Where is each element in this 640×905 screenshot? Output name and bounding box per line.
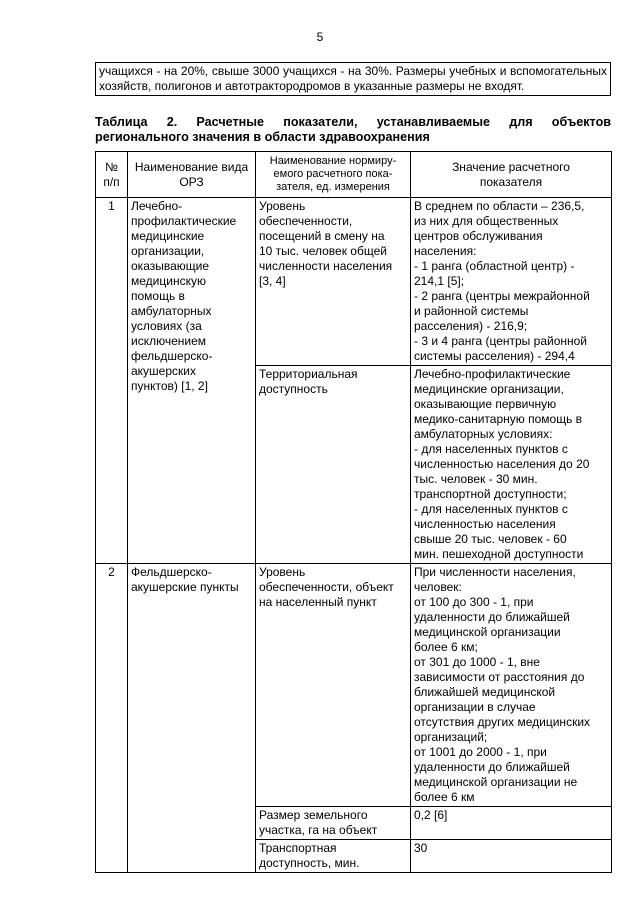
indicator-name-line: доступность, мин. — [259, 856, 360, 870]
indicator-value — [411, 366, 612, 564]
facility-type-line: организации, — [131, 244, 205, 258]
indicator-name-line: обеспеченности, — [259, 214, 353, 228]
header-param-line: Наименование нормиру- — [269, 155, 397, 167]
indicator-value — [411, 198, 612, 366]
indicator-value-line: медицинские организации, — [414, 382, 564, 396]
indicator-name — [256, 366, 411, 564]
facility-type — [128, 198, 256, 564]
indicator-name — [256, 198, 411, 366]
facility-type-line: медицинские — [131, 229, 205, 243]
indicator-value-line: амбулаторных условиях: — [414, 427, 553, 441]
facility-type-line: Лечебно- — [131, 199, 183, 213]
facility-type-line: оказывающие — [131, 259, 210, 273]
indicator-value-line: от 100 до 300 - 1, при — [414, 595, 534, 609]
row-number: 1 — [96, 198, 128, 564]
indicator-value-line: - 1 ранга (областной центр) - — [414, 259, 575, 273]
indicator-name-line: Транспортная — [259, 841, 337, 855]
indicator-value-line: более 6 км; — [414, 640, 478, 654]
indicator-value-line: и районной системы — [414, 304, 529, 318]
indicator-name-line: Уровень — [259, 565, 306, 579]
facility-type-line: акушерских — [131, 364, 196, 378]
indicator-value-line: численностью населения — [414, 517, 556, 531]
indicator-value-line: ближайшей медицинской — [414, 685, 556, 699]
indicator-value-line: тыс. человек - 30 мин. — [414, 472, 538, 486]
indicator-value-line: - 3 и 4 ранга (центры районной — [414, 334, 587, 348]
facility-type-line: условиях (за — [131, 319, 202, 333]
indicator-name-line: посещений в смену на — [259, 229, 385, 243]
indicator-value-line: зависимости от расстояния до — [414, 670, 585, 684]
indicator-value-line: мин. пешеходной доступности — [414, 547, 584, 561]
facility-type-line: пунктов) [1, 2] — [131, 379, 208, 393]
indicator-name — [256, 564, 411, 807]
header-value-line: Значение расчетного — [452, 159, 570, 174]
indicator-name-line: Территориальная — [259, 367, 358, 381]
indicator-value-line: организаций; — [414, 730, 488, 744]
indicator-value-line: человек: — [414, 580, 462, 594]
indicator-name — [256, 807, 411, 840]
indicator-value-line: При численности населения, — [414, 565, 576, 579]
facility-type-line: помощь в — [131, 289, 185, 303]
indicator-value — [411, 564, 612, 807]
header-num-line: п/п — [103, 174, 120, 189]
table-row — [96, 564, 612, 807]
indicator-name-line: [3, 4] — [259, 274, 286, 288]
header-param-line: зателя, ед. измерения — [276, 181, 390, 193]
indicator-value — [411, 807, 612, 840]
table-caption: Таблица 2. Расчетные показатели, устанавливаемые для объектов регионального значения в области здравоохранения — [95, 115, 611, 144]
indicator-value-line: медико-санитарную помощь в — [414, 412, 583, 426]
indicator-name-line: участка, га на объект — [259, 823, 378, 837]
facility-type — [128, 564, 256, 873]
indicator-value-line: удаленности до ближайшей — [414, 610, 570, 624]
header-param-line: емого расчетного пока- — [273, 168, 393, 180]
indicator-value-line: более 6 км — [414, 790, 475, 804]
indicator-value-line: от 1001 до 2000 - 1, при — [414, 745, 547, 759]
header-num-line: № — [105, 159, 118, 174]
indicator-value-line: центров обслуживания — [414, 229, 543, 243]
indicator-value-line: Лечебно-профилактические — [414, 367, 571, 381]
indicator-value-line: 214,1 [5]; — [414, 274, 465, 288]
page-number: 5 — [316, 30, 324, 44]
continued-paragraph: учащихся - на 20%, свыше 3000 учащихся - на 30%. Размеры учебных и вспомогательных хозяйств, полигонов и автотрактородромов в указанные размеры не входят. — [95, 62, 611, 96]
indicator-value-line: из них для общественных — [414, 214, 559, 228]
indicator-value-line: системы расселения) - 294,4 — [414, 349, 575, 363]
facility-type-line: профилактические — [131, 214, 237, 228]
indicator-value-line: медицинской организации — [414, 625, 561, 639]
indicator-value-line: - для населенных пунктов с — [414, 442, 568, 456]
indicator-value-line: В среднем по области – 236,5, — [414, 199, 585, 213]
indicator-value-line: медицинской организации не — [414, 775, 578, 789]
facility-type-line: медицинскую — [131, 274, 206, 288]
indicator-value — [411, 840, 612, 873]
indicator-name-line: доступность — [259, 382, 328, 396]
indicator-name-line: Уровень — [259, 199, 306, 213]
indicator-value-line: населения: — [414, 244, 477, 258]
row-number: 2 — [96, 564, 128, 873]
header-name-line: ОРЗ — [179, 174, 204, 189]
facility-type-line: акушерские пункты — [131, 580, 239, 594]
header-value — [411, 152, 612, 198]
indicator-value-line: - 2 ранга (центры межрайонной — [414, 289, 590, 303]
indicator-value-line: 0,2 [6] — [414, 808, 448, 822]
indicator-name-line: Размер земельного — [259, 808, 368, 822]
indicator-name-line: на населенный пункт — [259, 595, 377, 609]
header-name-line: Наименование вида — [134, 159, 249, 174]
indicator-name-line: обеспеченности, объект — [259, 580, 394, 594]
indicator-value-line: 30 — [414, 841, 428, 855]
indicator-name-line: 10 тыс. человек общей — [259, 244, 387, 258]
facility-type-line: амбулаторных — [131, 304, 212, 318]
header-value-line: показателя — [479, 174, 543, 189]
indicator-name — [256, 840, 411, 873]
facility-type-line: фельдшерско- — [131, 349, 213, 363]
indicator-value-line: от 301 до 1000 - 1, вне — [414, 655, 540, 669]
header-num — [96, 152, 128, 198]
indicator-value-line: - для населенных пунктов с — [414, 502, 568, 516]
indicator-value-line: оказывающие первичную — [414, 397, 557, 411]
facility-type-line: исключением — [131, 334, 207, 348]
indicator-value-line: численностью населения до 20 — [414, 457, 590, 471]
header-name — [128, 152, 256, 198]
indicator-name-line: численности населения — [259, 259, 393, 273]
indicator-value-line: организации в случае — [414, 700, 536, 714]
indicator-value-line: отсутствия других медицинских — [414, 715, 591, 729]
facility-type-line: Фельдшерско- — [131, 565, 212, 579]
indicator-value-line: расселения) - 216,9; — [414, 319, 528, 333]
table-row — [96, 198, 612, 366]
header-param — [256, 152, 411, 198]
indicator-value-line: удаленности до ближайшей — [414, 760, 570, 774]
healthcare-indicators-table — [95, 151, 612, 873]
indicator-value-line: транспортной доступности; — [414, 487, 567, 501]
indicator-value-line: свыше 20 тыс. человек - 60 — [414, 532, 567, 546]
table-header-row — [96, 152, 612, 198]
